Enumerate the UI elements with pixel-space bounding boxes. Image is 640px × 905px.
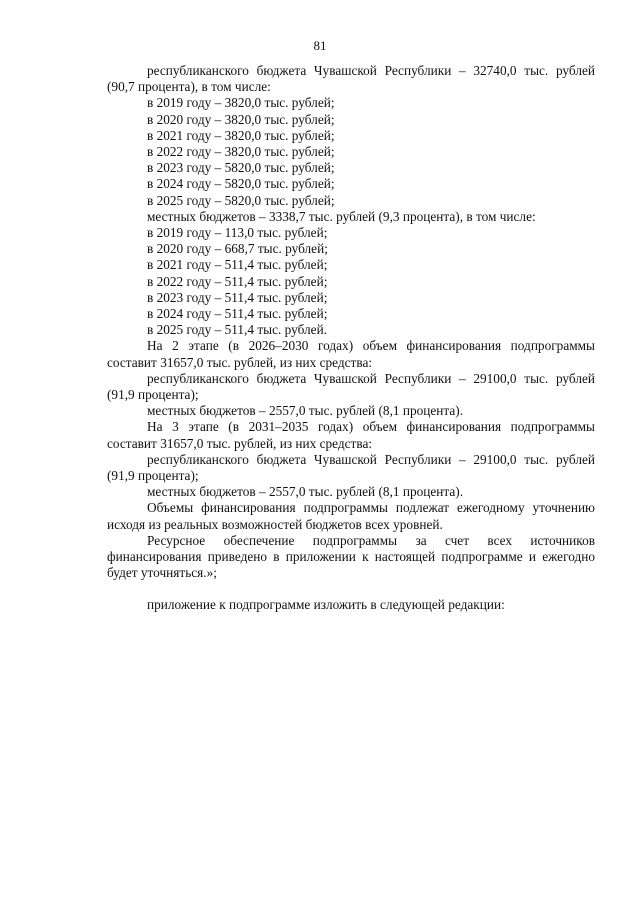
paragraph: Ресурсное обеспечение подпрограммы за счет всех источников финансирования приведено в приложении к настоящей подпрограмме и ежегодно будет уточняться.»; xyxy=(107,532,595,581)
paragraph: местных бюджетов – 3338,7 тыс. рублей (9,3 процента), в том числе: xyxy=(147,208,536,224)
paragraph: в 2023 году – 511,4 тыс. рублей; xyxy=(147,289,328,305)
paragraph: в 2022 году – 511,4 тыс. рублей; xyxy=(147,273,328,289)
paragraph: в 2025 году – 5820,0 тыс. рублей; xyxy=(147,192,335,208)
paragraph: в 2023 году – 5820,0 тыс. рублей; xyxy=(147,160,335,176)
paragraph: в 2021 году – 511,4 тыс. рублей; xyxy=(147,257,328,273)
paragraph: местных бюджетов – 2557,0 тыс. рублей (8,1 процента). xyxy=(147,484,464,500)
paragraph: в 2019 году – 3820,0 тыс. рублей; xyxy=(147,95,335,111)
page-number: 81 xyxy=(313,38,327,53)
paragraph: республиканского бюджета Чувашской Республики – 32740,0 тыс. рублей (90,7 процента), в том числе: xyxy=(107,63,595,95)
paragraph: Объемы финансирования подпрограммы подлежат ежегодному уточнению исходя из реальных возможностей бюджетов всех уровней. xyxy=(107,500,595,532)
paragraph: в 2020 году – 3820,0 тыс. рублей; xyxy=(147,111,335,127)
paragraph: в 2022 году – 3820,0 тыс. рублей; xyxy=(147,144,335,160)
paragraph: приложение к подпрограмме изложить в следующей редакции: xyxy=(147,596,505,612)
paragraph: республиканского бюджета Чувашской Республики – 29100,0 тыс. рублей (91,9 процента); xyxy=(107,451,595,484)
paragraph: в 2024 году – 5820,0 тыс. рублей; xyxy=(147,176,335,192)
paragraph: республиканского бюджета Чувашской Республики – 29100,0 тыс. рублей (91,9 процента); xyxy=(107,370,595,403)
paragraph: На 2 этапе (в 2026–2030 годах) объем финансирования подпрограммы составит 31657,0 тыс. рублей, из них средства: xyxy=(107,338,595,370)
paragraph: в 2024 году – 511,4 тыс. рублей; xyxy=(147,306,328,322)
document-body xyxy=(107,63,595,613)
paragraph: в 2021 году – 3820,0 тыс. рублей; xyxy=(147,127,335,143)
paragraph: в 2020 году – 668,7 тыс. рублей; xyxy=(147,241,328,257)
paragraph: На 3 этапе (в 2031–2035 годах) объем финансирования подпрограммы составит 31657,0 тыс. рублей, из них средства: xyxy=(107,419,595,451)
paragraph: в 2019 году – 113,0 тыс. рублей; xyxy=(147,225,328,241)
paragraph: в 2025 году – 511,4 тыс. рублей. xyxy=(147,322,328,338)
paragraph: местных бюджетов – 2557,0 тыс. рублей (8,1 процента). xyxy=(147,403,464,419)
